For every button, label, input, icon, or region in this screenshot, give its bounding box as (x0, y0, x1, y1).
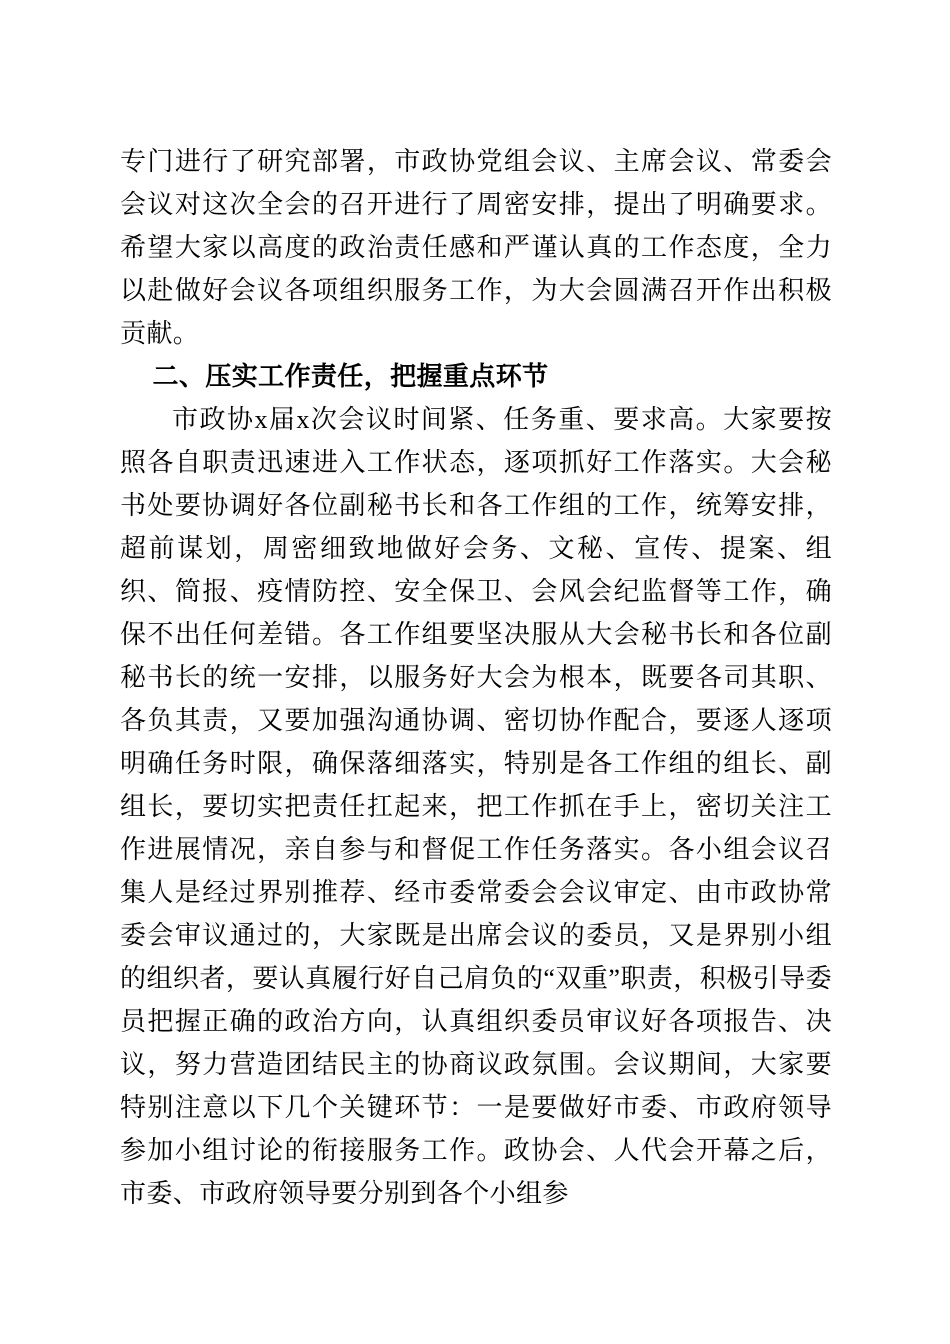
paragraph-continuation: 专门进行了研究部署，市政协党组会议、主席会议、常委会会议对这次全会的召开进行了周密安排，提出了明确要求。希望大家以高度的政治责任感和严谨认真的工作态度，全力以赴做好会议各项组织服务工作，为大会圆满召开作出积极贡献。 (120, 147, 832, 348)
paragraph-body: 市政协x届x次会议时间紧、任务重、要求高。大家要按照各自职责迅速进入工作状态，逐项抓好工作落实。大会秘书处要协调好各位副秘书长和各工作组的工作，统筹安排，超前谋划，周密细致地做好会务、文秘、宣传、提案、组织、简报、疫情防控、安全保卫、会风会纪监督等工作，确保不出任何差错。各工作组要坚决服从大会秘书长和各位副秘书长的统一安排，以服务好大会为根本，既要各司其职、各负其责，又要加强沟通协调、密切协作配合，要逐人逐项明确任务时限，确保落细落实，特别是各工作组的组长、副组长，要切实把责任扛起来，把工作抓在手上，密切关注工作进展情况，亲自参与和督促工作任务落实。各小组会议召集人是经过界别推荐、经市委常委会会议审定、由市政协常委会审议通过的，大家既是出席会议的委员，又是界别小组的组织者，要认真履行好自己肩负的“双重”职责，积极引导委员把握正确的政治方向，认真组织委员审议好各项报告、决议，努力营造团结民主的协商议政氛围。会议期间，大家要特别注意以下几个关键环节：一是要做好市委、市政府领导参加小组讨论的衔接服务工作。政协会、人代会开幕之后，市委、市政府领导要分别到各个小组参 (120, 405, 832, 1208)
section-heading: 二、压实工作责任，把握重点环节 (152, 362, 549, 391)
